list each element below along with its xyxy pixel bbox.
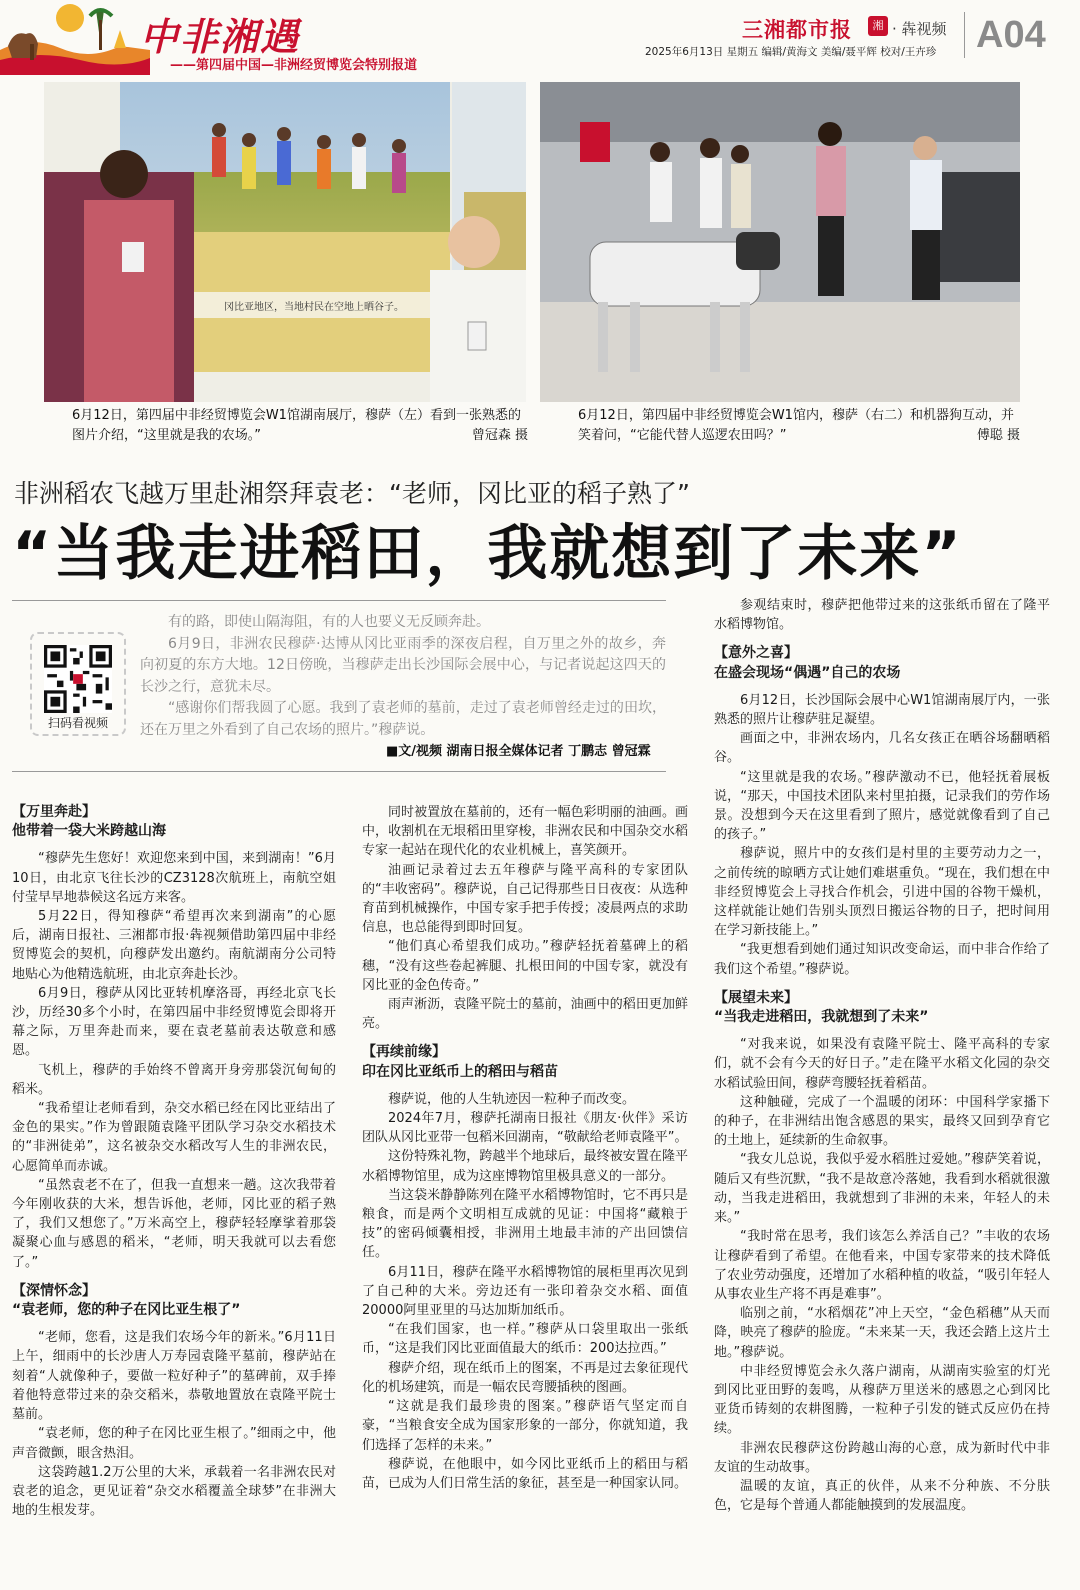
body-paragraph: 穆萨说，在他眼中，如今冈比亚纸币上的稻田与稻苗，已成为人们日常生活的象征，甚至是一种国家认同。: [362, 1456, 688, 1491]
body-paragraph: 当这袋米静静陈列在隆平水稻博物馆时，它不再只是粮食，而是两个文明相互成就的见证：中国将“藏粮于技”的密码倾囊相授，非洲用土地最丰沛的产出回馈信任。: [362, 1187, 688, 1261]
africa-landscape-illustration: [0, 0, 150, 75]
lead-paragraph: 有的路，即使山隔海阻，有的人也要义无反顾奔赴。: [168, 614, 490, 630]
lead-paragraph: “感谢你们帮我圆了心愿。我到了袁老师的墓前，走过了袁老师曾经走过的田坎，还在万里之外看到了自己农场的照片。”穆萨说。: [140, 700, 666, 738]
banner-subtitle: ——第四届中国—非洲经贸博览会特别报道: [170, 58, 418, 73]
body-paragraph: “袁老师，您的种子在冈比亚生根了。”细雨之中，他声音微颤，眼含热泪。: [12, 1426, 336, 1461]
lead-bottom-rule: [12, 771, 666, 772]
photo1-caption-text: 6月12日，第四届中非经贸博览会W1馆湖南展厅，穆萨（左）看到一张熟悉的图片介绍，“这里就是我的农场。”: [72, 408, 521, 443]
section-title: 印在冈比亚纸币上的稻田与稻苗: [362, 1063, 558, 1080]
photo1-credit: 曾冠森 摄: [471, 428, 528, 443]
body-paragraph: “我希望让老师看到，杂交水稻已经在冈比亚结出了金色的果实。”作为曾跟随袁隆平团队学习杂交水稻技术的“非洲徒弟”，这名被杂交水稻改写人生的非洲农民，心愿简单而赤诚。: [12, 1101, 336, 1174]
body-paragraph: “我更想看到她们通过知识改变命运，而中非合作给了我们这个希望。”穆萨说。: [714, 942, 1050, 977]
body-paragraph: 穆萨介绍，现在纸币上的图案，不再是过去象征现代化的机场建筑，而是一幅农民弯腰插秧的图画。: [362, 1360, 688, 1395]
qr-code-icon[interactable]: [44, 645, 112, 713]
date-editor-line: 2025年6月13日 星期五 编辑/黄海文 美编/聂平辉 校对/王卉珍: [645, 46, 937, 58]
body-paragraph: 2024年7月，穆萨托湖南日报社《朋友·伙伴》采访团队从冈比亚带一包稻米回湖南，“敬献给老师袁隆平”。: [362, 1111, 688, 1146]
body-paragraph: 6月12日，长沙国际会展中心W1馆湖南展厅内，一张熟悉的照片让穆萨驻足凝望。: [714, 692, 1050, 728]
body-paragraph: 画面之中，非洲农场内，几名女孩正在晒谷场翻晒稻谷。: [714, 731, 1050, 766]
body-paragraph: 中非经贸博览会永久落户湖南，从湖南实验室的灯光到冈比亚田野的轰鸣，从穆萨万里送米的感恩之心到冈比亚货币铸刻的农耕图腾，一粒种子引发的链式反应仍在持续。: [714, 1363, 1050, 1437]
body-paragraph: 这份特殊礼物，跨越半个地球后，最终被安置在隆平水稻博物馆里，成为这座博物馆里极具意义的一部分。: [362, 1149, 688, 1184]
section-title: “袁老师，您的种子在冈比亚生根了”: [12, 1302, 241, 1319]
section-tag: 【再续前缘】: [362, 1044, 446, 1061]
body-paragraph: 这袋跨越1.2万公里的大米，承载着一名非洲农民对袁老的追念，更见证着“杂交水稻覆盖全球梦”在非洲大地的生根发芽。: [12, 1464, 336, 1519]
body-paragraph: 穆萨说，他的人生轨迹因一粒种子而改变。: [388, 1091, 636, 1107]
photo1-caption: [72, 406, 528, 446]
article-column-1: [12, 803, 336, 1520]
body-paragraph: “对我来说，如果没有袁隆平院士、隆平高科的专家们，就不会有今天的好日子。”走在隆平水稻文化园的杂交水稻试验田间，穆萨弯腰轻抚着稻苗。: [714, 1037, 1050, 1091]
lead-top-rule: [12, 600, 666, 601]
lead-paragraph: 6月9日，非洲农民穆萨·达博从冈比亚雨季的深夜启程，自万里之外的故乡，奔向初夏的东方大地。12日傍晚，当穆萨走出长沙国际会展中心，与记者说起这四天的长沙之行，意犹未尽。: [140, 635, 666, 695]
body-paragraph: 非洲农民穆萨这份跨越山海的心意，成为新时代中非友谊的生动故事。: [714, 1440, 1050, 1475]
body-paragraph: 临别之前，“水稻烟花”冲上天空，“金色稻穗”从天而降，映亮了穆萨的脸庞。“未来某一天，我还会踏上这片土地。”穆萨说。: [714, 1306, 1050, 1360]
body-paragraph: “他们真心希望我们成功。”穆萨轻抚着墓碑上的稻穗，“没有这些卷起裤腿、扎根田间的中国专家，就没有冈比亚的金色传奇。”: [362, 939, 688, 993]
body-paragraph: 5月22日，得知穆萨“希望再次来到湖南”的心愿后，湖南日报社、三湘都市报·犇视频借助第四届中非经贸博览会的契机，向穆萨发出邀约。南航湖南分公司特地贴心为他精选航班，由北京奔赴长沙。: [12, 909, 336, 982]
body-paragraph: 参观结束时，穆萨把他带过来的这张纸币留在了隆平水稻博物馆。: [714, 598, 1050, 633]
page-number: A04: [976, 14, 1046, 56]
section-tag: 【深情怀念】: [12, 1282, 96, 1299]
section-title: 他带着一袋大米跨越山海: [12, 823, 166, 840]
video-brand: · 犇视频: [892, 20, 947, 38]
newspaper-name: 三湘都市报: [742, 18, 852, 42]
body-paragraph: 6月11日，穆萨在隆平水稻博物馆的展柜里再次见到了自己种的大米。旁边还有一张印着杂交水稻、面值20000阿里亚里的马达加斯加纸币。: [362, 1264, 688, 1319]
body-paragraph: “我时常在思考，我们该怎么养活自己？”丰收的农场让穆萨看到了希望。在他看来，中国专家带来的技术降低了农业劳动强度，还增加了水稻种植的收益，“吸引年轻人从事农业生产将不再是难事”。: [714, 1229, 1050, 1302]
photo-robot-dog-image: [540, 82, 1020, 402]
body-paragraph: “我女儿总说，我似乎爱水稻胜过爱她。”穆萨笑着说，随后又有些沉默，“我不是故意冷落她，我看到水稻就很激动，当我走进稻田，我就想到了非洲的未来，年轻人的未来。”: [714, 1152, 1050, 1226]
headline-kicker: 非洲稻农飞越万里赴湘祭拜袁老：“老师，冈比亚的稻子熟了”: [14, 479, 690, 508]
body-paragraph: “虽然袁老不在了，但我一直想来一趟。这次我带着今年刚收获的大米，想告诉他，老师，冈比亚的稻子熟了，我们又想您了。”万米高空上，穆萨轻轻摩挲着那袋凝聚心血与感恩的稻米，“老师，明天我就可以去看您了。”: [12, 1177, 336, 1270]
photo-exhibition-farm-image: [44, 82, 526, 402]
photo-robot-dog: [540, 82, 1020, 402]
section-tag: 【意外之喜】: [714, 645, 798, 662]
photo-exhibition-farm: [44, 82, 526, 402]
body-paragraph: 同时被置放在墓前的，还有一幅色彩明丽的油画。画中，收割机在无垠稻田里穿梭，非洲农民和中国杂交水稻专家一起站在现代化的农业机械上，喜笑颜开。: [362, 805, 688, 859]
body-paragraph: “在我们国家，也一样。”穆萨从口袋里取出一张纸币，“这是我们冈比亚面值最大的纸币：200达拉西。”: [362, 1322, 688, 1357]
body-paragraph: “这就是我们最珍贵的图案。”穆萨语气坚定而自豪，“当粮食安全成为国家形象的一部分，你就知道，我们选择了怎样的未来。”: [362, 1399, 688, 1453]
body-paragraph: “老师，您看，这是我们农场今年的新米。”6月11日上午，细雨中的长沙唐人万寿园袁隆平墓前，穆萨站在刻着“人就像种子，要做一粒好种子”的墓碑前，双手捧着他特意带过来的杂交稻米，恭敬地置放在袁隆平院士墓前。: [12, 1330, 336, 1423]
section-tag: 【万里奔赴】: [12, 804, 96, 820]
body-paragraph: 油画记录着过去五年穆萨与隆平高科的专家团队的“丰收密码”。穆萨说，自己记得那些日日夜夜：从选种育苗到机械操作，中国专家手把手传授；凌晨两点的求助信息，也总能得到即时回复。: [362, 862, 688, 936]
body-paragraph: “穆萨先生您好！欢迎您来到中国，来到湖南！”6月10日，由北京飞往长沙的CZ3128次航班上，南航空姐付莹早早地恭候这名远方来客。: [12, 851, 336, 905]
section-title: 在盛会现场“偶遇”自己的农场: [714, 664, 901, 681]
body-paragraph: 飞机上，穆萨的手始终不曾离开身旁那袋沉甸甸的稻米。: [12, 1062, 336, 1097]
photo1-sign-text: 冈比亚地区，当地村民在空地上晒谷子。: [224, 302, 404, 313]
body-paragraph: 雨声淅沥，袁隆平院士的墓前，油画中的稻田更加鲜亮。: [362, 997, 688, 1032]
body-paragraph: 这种触碰，完成了一个温暖的闭环：中国科学家播下的种子，在非洲结出饱含感恩的果实，最终又回到孕育它的土地上，延续新的生命叙事。: [714, 1094, 1050, 1149]
section-title: “当我走进稻田，我就想到了未来”: [714, 1009, 929, 1026]
photo2-caption-text: 6月12日，第四届中非经贸博览会W1馆内，穆萨（右二）和机器狗互动，并笑着问，“它能代替人巡逻农田吗？”: [578, 408, 1014, 443]
photo2-credit: 傅聪 摄: [976, 428, 1020, 443]
qr-label: 扫码看视频: [47, 716, 108, 730]
lead-paragraphs: [140, 612, 666, 741]
article-column-2: [362, 803, 688, 1493]
banner-title: 中非湘遇: [140, 15, 301, 59]
masthead: [0, 0, 1080, 80]
header-divider: [964, 12, 965, 58]
paper-logo-icon: 湘: [868, 16, 888, 36]
main-headline: “当我走进稻田，我就想到了未来”: [12, 519, 963, 589]
body-paragraph: 6月9日，穆萨从冈比亚转机摩洛哥，再经北京飞长沙，历经30多个小时，在第四届中非经贸博览会即将开幕之际，万里奔赴而来，要在袁老墓前表达敬意和感恩。: [12, 985, 336, 1059]
body-paragraph: 温暖的友谊，真正的伙伴，从来不分种族、不分肤色，它是每个普通人都能触摸到的发展温度。: [714, 1478, 1050, 1514]
photo2-caption: [578, 406, 1020, 446]
byline: ■文/视频 湖南日报全媒体记者 丁鹏志 曾冠霖: [386, 744, 651, 759]
body-paragraph: “这里就是我的农场。”穆萨激动不已，他轻抚着展板说，“那天，中国技术团队来村里拍摄，记录我们的劳作场景。没想到今天在这里看到了照片，感觉就像看到了自己的孩子。”: [714, 769, 1050, 843]
article-column-3: [714, 596, 1050, 1515]
section-tag: 【展望未来】: [714, 989, 798, 1006]
body-paragraph: 穆萨说，照片中的女孩们是村里的主要劳动力之一，之前传统的晾晒方式让她们难堪重负。“现在，我们想在中非经贸博览会上寻找合作机会，引进中国的谷物干燥机，这样就能让她们告别头顶烈日搬运谷物的日子，把时间用在学习新技能上。”: [714, 846, 1050, 939]
